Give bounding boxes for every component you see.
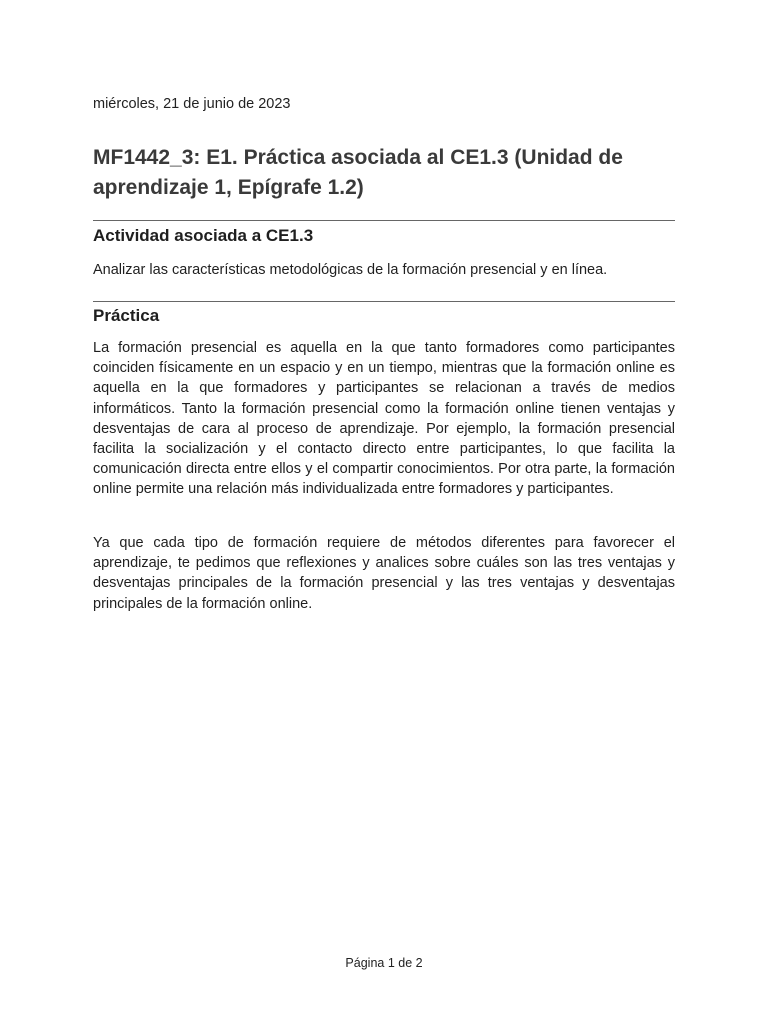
document-title: MF1442_3: E1. Práctica asociada al CE1.3 (Unidad de aprendizaje 1, Epígrafe 1.2)	[93, 146, 623, 199]
page-number: Página 1 de 2	[345, 956, 423, 970]
section-divider	[93, 301, 675, 302]
practica-paragraph: Ya que cada tipo de formación requiere de métodos diferentes para favorecer el aprendizaje, te pedimos que reflexiones y analices sobre cuáles son las tres ventajas y desventajas principales de la formación presencial y las tres ventajas y desventajas principales de la formación online.	[93, 535, 675, 612]
document-page	[93, 0, 675, 1024]
practica-heading: Práctica	[93, 306, 160, 325]
actividad-heading: Actividad asociada a CE1.3	[93, 226, 314, 245]
document-date: miércoles, 21 de junio de 2023	[93, 96, 291, 112]
actividad-description: Analizar las características metodológicas de la formación presencial y en línea.	[93, 262, 608, 278]
practica-paragraph: La formación presencial es aquella en la que tanto formadores como participantes coinciden físicamente en un espacio y en un tiempo, mientras que la formación online es aquella en la que formadores y participantes se relacionan a través de medios informáticos. Tanto la formación presencial como la formación online tienen ventajas y desventajas de cara al proceso de aprendizaje. Por ejemplo, la formación presencial facilita la socialización y el contacto directo entre participantes, lo que facilita la comunicación directa entre ellos y el compartir conocimientos. Por otra parte, la formación online permite una relación más individualizada entre formadores y participantes.	[93, 340, 675, 498]
section-divider	[93, 220, 675, 221]
